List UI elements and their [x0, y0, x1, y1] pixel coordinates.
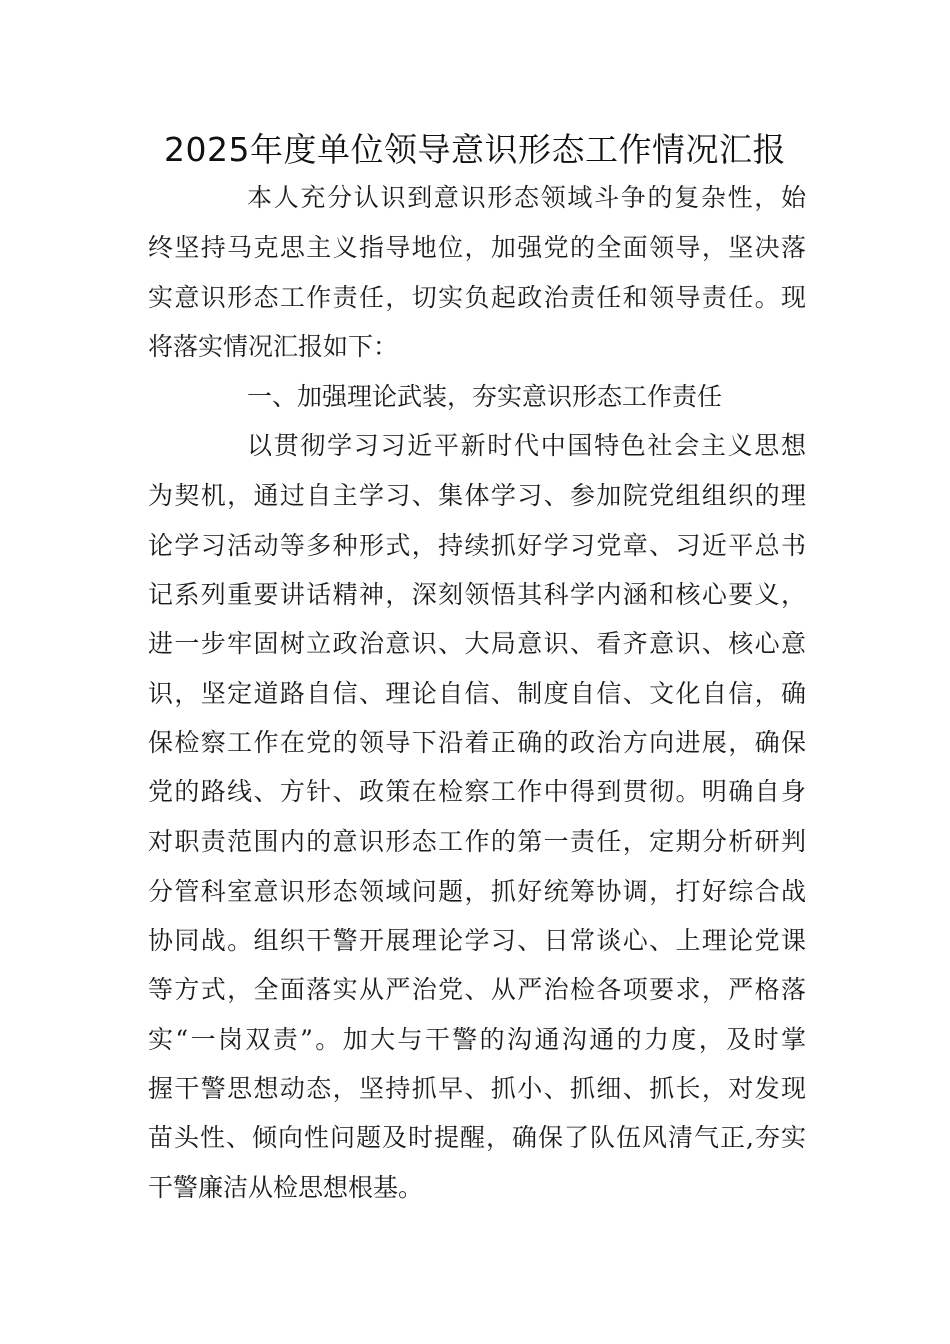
- intro-line-4: 将落实情况汇报如下：: [148, 332, 399, 361]
- body-line-10: 分管科室意识形态领域问题，抓好统筹协调，打好综合战: [148, 877, 806, 906]
- body-line-11: 协同战。组织干警开展理论学习、日常谈心、上理论党课: [148, 926, 806, 955]
- body-line-6: 识，坚定道路自信、理论自信、制度自信、文化自信，确: [148, 679, 806, 708]
- body-line-15: 苗头性、倾向性问题及时提醒，确保了队伍风清气正,夯实: [148, 1123, 806, 1152]
- body-line-3: 论学习活动等多种形式，持续抓好学习党章、习近平总书: [148, 531, 806, 560]
- intro-line-2: 终坚持马克思主义指导地位，加强党的全面领导，坚决落: [148, 233, 806, 262]
- body-line-9: 对职责范围内的意识形态工作的第一责任，定期分析研判: [148, 827, 806, 856]
- body-line-14: 握干警思想动态，坚持抓早、抓小、抓细、抓长，对发现: [148, 1074, 806, 1103]
- intro-line-1: 本人充分认识到意识形态领域斗争的复杂性，始: [247, 183, 806, 212]
- section-heading: 一、加强理论武装，夯实意识形态工作责任: [247, 382, 723, 411]
- body-line-12: 等方式，全面落实从严治党、从严治检各项要求，严格落: [148, 975, 806, 1004]
- body-line-7: 保检察工作在党的领导下沿着正确的政治方向进展，确保: [148, 728, 806, 757]
- body-line-4: 记系列重要讲话精神，深刻领悟其科学内涵和核心要义，: [148, 580, 806, 609]
- body-line-2: 为契机，通过自主学习、集体学习、参加院党组组织的理: [148, 481, 806, 510]
- document-title: 2025年度单位领导意识形态工作情况汇报: [164, 130, 786, 169]
- body-line-8: 党的路线、方针、政策在检察工作中得到贯彻。明确自身: [148, 777, 806, 806]
- body-line-1: 以贯彻学习习近平新时代中国特色社会主义思想: [247, 431, 806, 460]
- body-line-13: 实“一岗双责”。加大与干警的沟通沟通的力度，及时掌: [148, 1025, 806, 1054]
- body-line-16: 干警廉洁从检思想根基。: [148, 1173, 424, 1202]
- intro-line-3: 实意识形态工作责任，切实负起政治责任和领导责任。现: [148, 283, 806, 312]
- body-line-5: 进一步牢固树立政治意识、大局意识、看齐意识、核心意: [148, 629, 806, 658]
